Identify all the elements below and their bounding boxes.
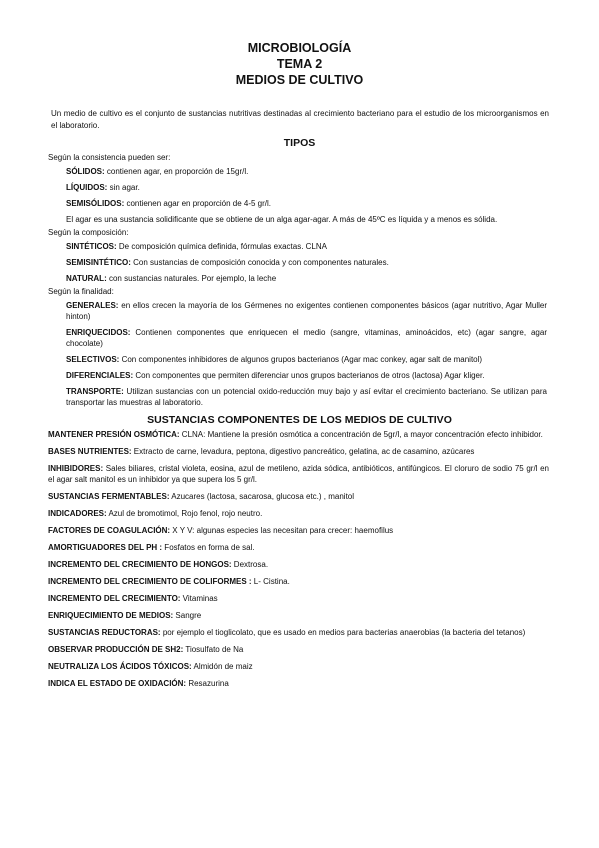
sinteticos-text: De composición química definida, fórmulas exactas. CLNA	[116, 242, 327, 251]
sustancia-text: Tiosulfato de Na	[183, 645, 244, 654]
sustancia-text: X Y V: algunas especies las necesitan para crecer: haemofilus	[170, 526, 394, 535]
sustancia-item	[48, 610, 551, 621]
transporte-text: Utilizan sustancias con un potencial oxido-reducción muy bajo y así evitar el crecimiento bacteriano. Se utilizan para transportar las muestras al laboratorio.	[66, 387, 547, 407]
liquidos-label: LÍQUIDOS:	[66, 183, 108, 192]
sustancia-item	[48, 491, 551, 502]
enriquecidos-label: ENRIQUECIDOS:	[66, 328, 131, 337]
sustancia-text: L- Cistina.	[251, 577, 290, 586]
solidos-item	[48, 166, 551, 177]
enriquecidos-text: Contienen componentes que enriquecen el medio (sangre, vitaminas, aminoácidos, etc) (agar sangre, agar chocolate)	[66, 328, 547, 348]
sustancia-text: Almidón de maiz	[191, 662, 253, 671]
sustancia-text: Resazurina	[186, 679, 229, 688]
solidos-text: contienen agar, en proporción de 15gr/l.	[104, 167, 249, 176]
sustancia-item	[48, 576, 551, 587]
semisolidos-text: contienen agar en proporción de 4-5 gr/l.	[124, 199, 271, 208]
intro-paragraph: Un medio de cultivo es el conjunto de sustancias nutritivas destinadas al crecimiento bacteriano para el estudio de los microorganismos en el laboratorio.	[51, 109, 549, 130]
generales-item	[48, 300, 551, 322]
semisolidos-item	[48, 198, 551, 209]
sustancia-label: ENRIQUECIMIENTO DE MEDIOS:	[48, 611, 174, 620]
sustancia-text: Azucares (lactosa, sacarosa, glucosa etc.) , manitol	[169, 492, 355, 501]
sustancia-item	[48, 627, 551, 638]
sustancia-text: Azul de bromotimol, Rojo fenol, rojo neutro.	[106, 509, 263, 518]
sustancia-label: INCREMENTO DEL CRECIMIENTO DE HONGOS:	[48, 560, 232, 569]
sustancia-label: INDICADORES:	[48, 509, 107, 518]
natural-label: NATURAL:	[66, 274, 107, 283]
sustancia-item	[48, 525, 551, 536]
diferenciales-label: DIFERENCIALES:	[66, 371, 134, 380]
sustancia-item	[48, 463, 551, 485]
consistencia-heading: Según la consistencia pueden ser:	[48, 153, 171, 162]
sustancia-label: INHIBIDORES:	[48, 464, 104, 473]
sustancia-label: BASES NUTRIENTES:	[48, 447, 132, 456]
transporte-item	[48, 386, 551, 408]
sustancia-item	[48, 678, 551, 689]
semisintetico-label: SEMISINTÉTICO:	[66, 258, 131, 267]
sustancia-item	[48, 508, 551, 519]
topic-title: TEMA 2	[276, 57, 323, 71]
sustancia-label: SUSTANCIAS REDUCTORAS:	[48, 628, 161, 637]
sustancia-label: AMORTIGUADORES DEL PH :	[48, 543, 163, 552]
liquidos-text: sin agar.	[107, 183, 140, 192]
sustancia-text: Sangre	[173, 611, 202, 620]
sustancia-text: Sales biliares, cristal violeta, eosina, azul de metileno, azida sódica, antibióticos, antifúngicos. El cloruro de sodio 75 gr/l en el agar salt manitol es un inhibidor ya que supera los 5 gr/l.	[48, 464, 549, 484]
sustancia-item	[48, 429, 551, 440]
generales-text: en ellos crecen la mayoría de los Gérmenes no exigentes contienen componentes básicos (agar nutritivo, Agar Muller hinton)	[66, 301, 547, 321]
natural-item	[48, 273, 551, 284]
sustancia-item	[48, 661, 551, 672]
semisolidos-label: SEMISÓLIDOS:	[66, 199, 125, 208]
sustancia-item	[48, 644, 551, 655]
sustancia-label: MANTENER PRESIÓN OSMÓTICA:	[48, 430, 180, 439]
diferenciales-text: Con componentes que permiten diferenciar unos grupos bacterianos de otros (lactosa) Agar kliger.	[133, 371, 485, 380]
sustancia-text: por ejemplo el tioglicolato, que es usado en medios para bacterias anaerobias (la bacteria del tetanos)	[160, 628, 526, 637]
sustancia-label: SUSTANCIAS FERMENTABLES:	[48, 492, 170, 501]
semisintetico-text: Con sustancias de composición conocida y con componentes naturales.	[130, 258, 389, 267]
sustancia-item	[48, 446, 551, 457]
sustancia-label: FACTORES DE COAGULACIÓN:	[48, 526, 171, 535]
sustancia-label: INDICA EL ESTADO DE OXIDACIÓN:	[48, 679, 187, 688]
sustancia-item	[48, 559, 551, 570]
sinteticos-item	[48, 241, 551, 252]
sinteticos-label: SINTÉTICOS:	[66, 242, 117, 251]
natural-text: con sustancias naturales. Por ejemplo, la leche	[106, 274, 277, 283]
liquidos-item	[48, 182, 551, 193]
solidos-label: SÓLIDOS:	[66, 167, 105, 176]
document-title: MEDIOS DE CULTIVO	[235, 73, 364, 87]
sustancia-text: Extracto de carne, levadura, peptona, digestivo pancreático, gelatina, ac de casamino, azúcares	[131, 447, 475, 456]
tipos-heading: TIPOS	[283, 137, 316, 149]
sustancia-text: CLNA: Mantiene la presión osmótica a concentración de 5gr/l, a mayor concentración efecto inhibidor.	[179, 430, 543, 439]
sustancia-text: Dextrosa.	[231, 560, 269, 569]
sustancia-text: Fosfatos en forma de sal.	[162, 543, 255, 552]
semisintetico-item	[48, 257, 551, 268]
generales-label: GENERALES:	[66, 301, 119, 310]
sustancia-item	[48, 542, 551, 553]
sustancia-label: INCREMENTO DEL CRECIMIENTO:	[48, 594, 181, 603]
sustancia-label: NEUTRALIZA LOS ÁCIDOS TÓXICOS:	[48, 662, 192, 671]
selectivos-label: SELECTIVOS:	[66, 355, 120, 364]
subject-title: MICROBIOLOGÍA	[247, 41, 352, 55]
enriquecidos-item	[48, 327, 551, 349]
finalidad-heading: Según la finalidad:	[48, 287, 114, 296]
sustancia-text: Vitaminas	[180, 594, 218, 603]
selectivos-item	[48, 354, 551, 365]
sustancia-label: INCREMENTO DEL CRECIMIENTO DE COLIFORMES :	[48, 577, 252, 586]
composicion-heading: Según la composición:	[48, 228, 129, 237]
sustancias-heading: SUSTANCIAS COMPONENTES DE LOS MEDIOS DE CULTIVO	[147, 414, 452, 426]
transporte-label: TRANSPORTE:	[66, 387, 124, 396]
sustancia-label: OBSERVAR PRODUCCIÓN DE SH2:	[48, 645, 184, 654]
agar-note: El agar es una sustancia solidificante que se obtiene de un alga agar-agar. A más de 45ºC es líquida y a menos es sólida.	[66, 215, 498, 224]
selectivos-text: Con componentes inhibidores de algunos grupos bacterianos (Agar mac conkey, agar salt de manitol)	[119, 355, 483, 364]
sustancia-item	[48, 593, 551, 604]
diferenciales-item	[48, 370, 551, 381]
